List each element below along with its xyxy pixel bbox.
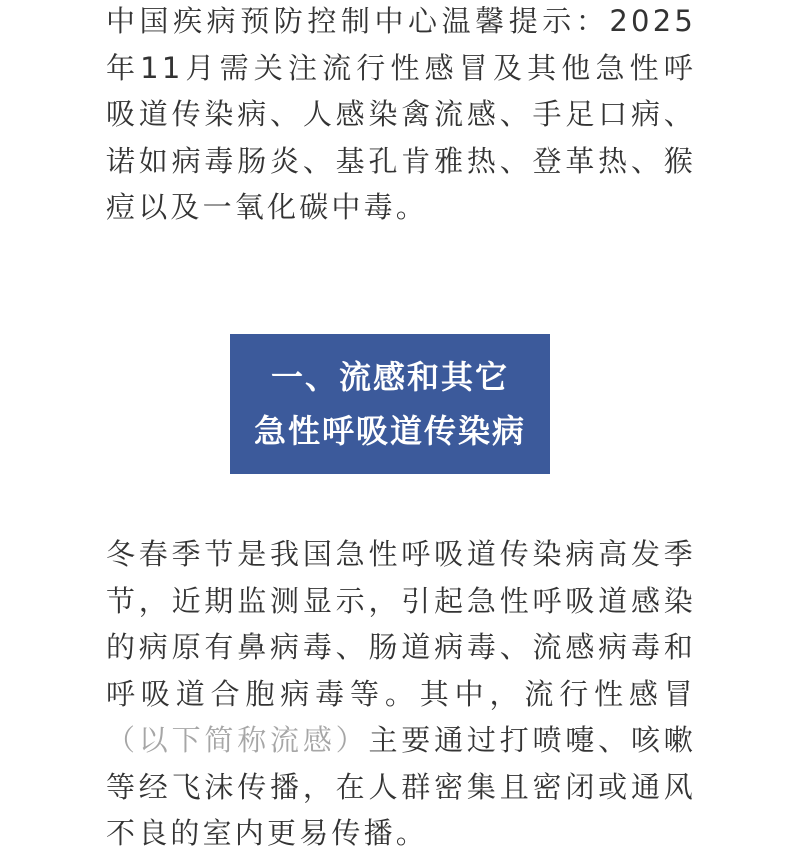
body-text-part-1: 冬春季节是我国急性呼吸道传染病高发季节，近期监测显示，引起急性呼吸道感染的病原有鼻病毒、肠道病毒、流感病毒和呼吸道合胞病毒等。其中，流行性感冒 — [106, 537, 696, 711]
intro-paragraph: 中国疾病预防控制中心温馨提示：2025年11月需关注流行性感冒及其他急性呼吸道传染病、人感染禽流感、手足口病、诺如病毒肠炎、基孔肯雅热、登革热、猴痘以及一氧化碳中毒。 — [106, 4, 696, 224]
section-heading-line-1: 一、流感和其它 — [270, 358, 509, 396]
section-heading — [230, 334, 550, 474]
section-heading-line-2: 急性呼吸道传染病 — [253, 412, 526, 450]
body-text-part-2: 主要通过打喷嚏、咳嗽等经飞沫传播，在人群密集且密闭或通风不良的室内更易传播。 — [106, 723, 696, 850]
body-paragraph — [106, 531, 696, 857]
abbreviation-note: （以下简称流感） — [106, 723, 369, 757]
